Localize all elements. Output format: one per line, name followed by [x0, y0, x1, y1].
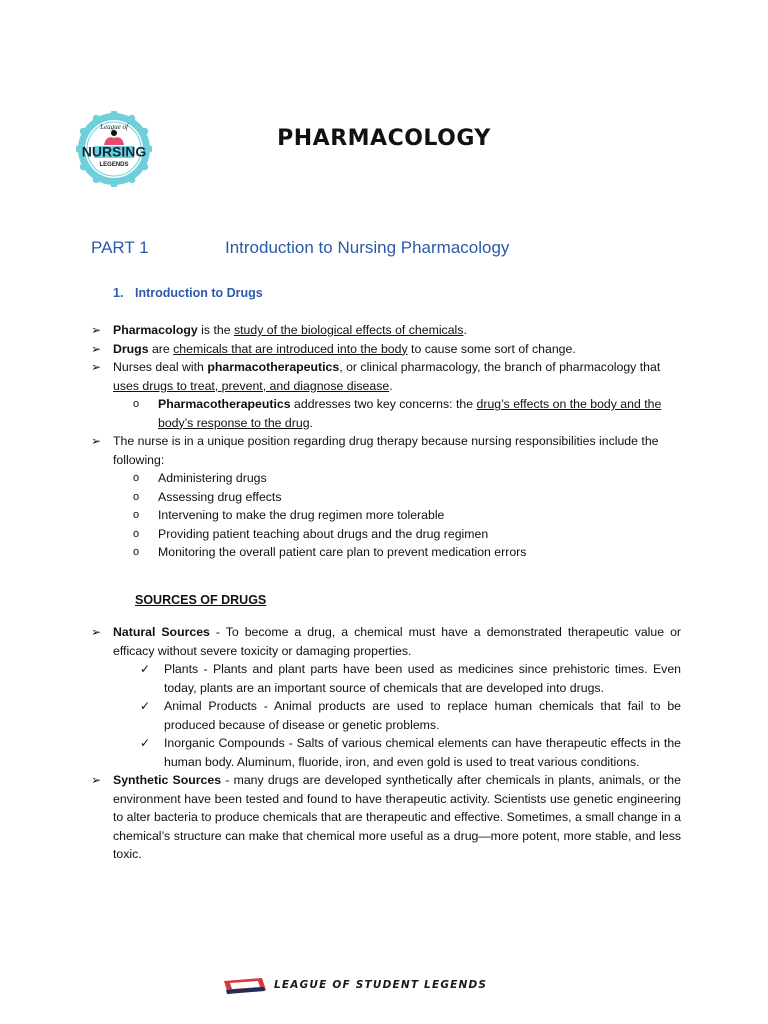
checkmark-icon: ✓ [140, 662, 151, 676]
section-title: Introduction to Drugs [135, 286, 263, 300]
arrow-bullet-icon: ➢ [91, 625, 102, 639]
underlined-text: uses drugs to treat, prevent, and diagnose disease [113, 378, 390, 393]
term-natural-sources: Natural Sources [113, 625, 210, 639]
text: - many drugs are developed synthetically after chemicals in plants, animals, or the environment have been tested and found to have therapeutic activity. Scientists use genetic engineering to alter bacteria to produce chemicals that are therapeutic and effective. Sometimes, a small change in a chemical’s structure can make that chemical more useful as a drug—more potent, more stable, and less toxic. [113, 773, 681, 861]
arrow-bullet-icon: ➢ [91, 773, 102, 787]
logo-line-1: League of [100, 123, 128, 131]
term-pharmacotherapeutics: pharmacotherapeutics [207, 360, 340, 374]
text: Animal Products - Animal products are used to replace human chemicals that fail to be produced because of disease or genetic problems. [164, 699, 681, 732]
text: , or clinical pharmacology, the branch of pharmacology that [339, 360, 661, 374]
logo-line-2: NURSING [81, 143, 147, 160]
checkmark-icon: ✓ [140, 736, 151, 750]
term-pharmacotherapeutics: Pharmacotherapeutics [158, 397, 291, 411]
list-item [0, 525, 681, 544]
text: The nurse is in a unique position regarding drug therapy because nursing responsibilities include the following: [113, 434, 659, 467]
list-item [0, 488, 681, 507]
text: Plants - Plants and plant parts have been used as medicines since prehistoric times. Even today, plants are an important source of chemicals that are developed into drugs. [164, 662, 681, 695]
part-label: PART 1 [91, 238, 149, 257]
logo-line-3: LEGENDS [99, 162, 129, 168]
circle-bullet-icon: o [133, 472, 140, 484]
text: . [309, 415, 313, 430]
text: addresses two key concerns: the [290, 397, 477, 411]
responsibility-text: Intervening to make the drug regimen more tolerable [158, 508, 445, 522]
list-item [0, 506, 681, 525]
text: - To become a drug, a chemical must have a demonstrated therapeutic value or efficacy without severe toxicity or damaging properties. [113, 625, 682, 658]
footer-logo-icon [222, 976, 268, 996]
circle-bullet-icon: o [133, 546, 140, 558]
underlined-text: study of the biological effects of chemicals [233, 323, 464, 337]
check-item-animal-products [0, 697, 681, 734]
bullet-pharmacology [0, 321, 681, 340]
text: Inorganic Compounds - Salts of various chemical elements can have therapeutic effects in the human body. Aluminum, fluoride, iron, and even gold is used to treat various conditions. [164, 736, 681, 769]
sub-bullet-pharmacotherapeutics [0, 395, 681, 432]
part-heading [91, 238, 509, 258]
text: is the [197, 323, 234, 337]
term-pharmacology: Pharmacology [113, 323, 198, 337]
checkmark-icon: ✓ [140, 699, 151, 713]
arrow-bullet-icon: ➢ [91, 360, 102, 374]
section-heading [113, 286, 263, 300]
footer [222, 976, 552, 996]
arrow-bullet-icon: ➢ [91, 341, 102, 356]
part-title: Introduction to Nursing Pharmacology [225, 238, 510, 257]
text: Nurses deal with [113, 360, 208, 374]
responsibility-text: Assessing drug effects [158, 489, 282, 504]
check-item-plants [0, 660, 681, 697]
underlined-text: drug’s effects on the body and the body’s response to the drug [158, 397, 662, 430]
bullet-natural-sources [0, 623, 681, 660]
list-item [0, 469, 681, 488]
document-title: PHARMACOLOGY [277, 126, 491, 151]
text: to cause some sort of change. [407, 341, 576, 356]
text: . [389, 378, 393, 393]
arrow-bullet-icon: ➢ [91, 434, 102, 448]
circle-bullet-icon: o [133, 398, 140, 410]
circle-bullet-icon: o [133, 527, 140, 540]
term-drugs: Drugs [113, 341, 149, 356]
bullet-synthetic-sources [0, 771, 681, 864]
footer-text: LEAGUE OF STUDENT LEGENDS [274, 979, 488, 991]
circle-bullet-icon: o [133, 509, 140, 521]
bullet-nurses [0, 358, 681, 395]
arrow-bullet-icon: ➢ [91, 323, 102, 337]
bullet-nurse-position [0, 432, 681, 469]
intro-bullets [0, 321, 768, 562]
term-synthetic-sources: Synthetic Sources [113, 773, 222, 787]
responsibility-text: Monitoring the overall patient care plan to prevent medication errors [158, 545, 527, 559]
sources-heading: SOURCES OF DRUGS [135, 593, 267, 607]
text: . [463, 323, 467, 337]
list-item [0, 543, 681, 562]
bullet-drugs [0, 340, 681, 359]
circle-bullet-icon: o [133, 490, 140, 503]
sources-bullets [0, 623, 768, 864]
check-item-inorganic [0, 734, 681, 771]
section-number: 1. [113, 286, 124, 300]
responsibility-text: Administering drugs [158, 471, 267, 485]
underlined-text: chemicals that are introduced into the body [173, 341, 408, 356]
text: are [148, 341, 174, 356]
responsibility-text: Providing patient teaching about drugs and the drug regimen [158, 526, 489, 541]
